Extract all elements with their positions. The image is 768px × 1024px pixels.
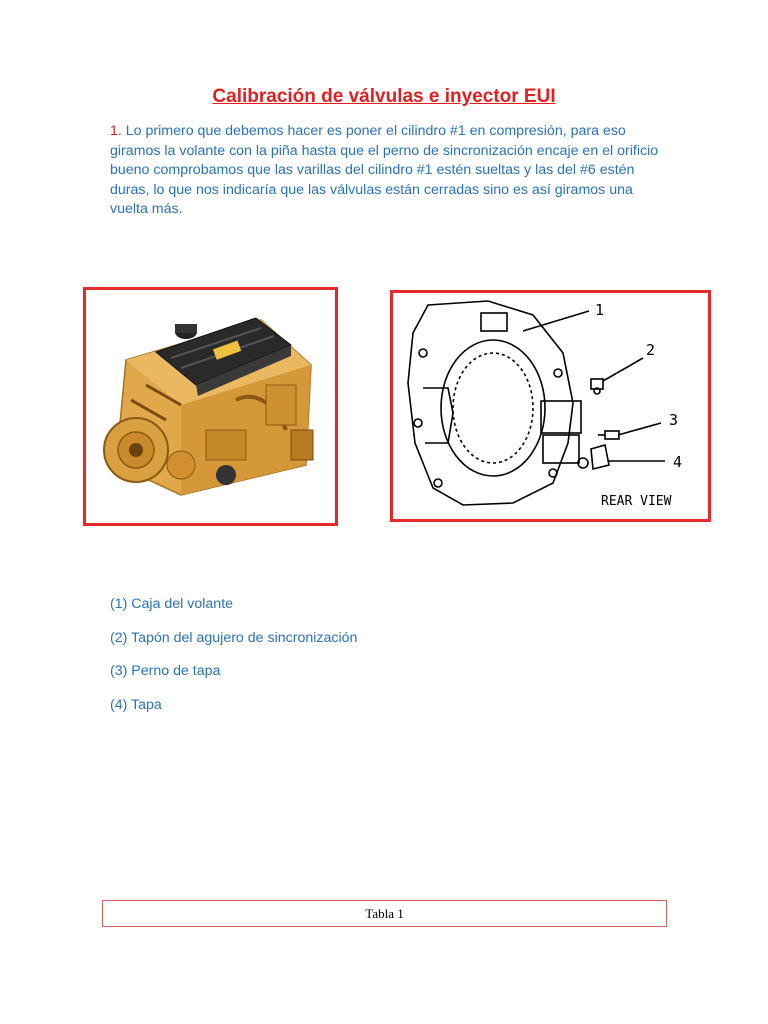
page-title: Calibración de válvulas e inyector EUI — [212, 86, 556, 107]
callout-2: 2 — [646, 341, 656, 359]
flywheel-housing-diagram — [393, 293, 708, 519]
callout-3: 3 — [669, 411, 679, 429]
intro-text: Lo primero que debemos hacer es poner el cilindro #1 en compresión, para eso giramos la volante con la piña hasta que el perno de sincronización encaje en el orificio bueno comprobamos que las varillas del cilindro #1 estén sueltas y las del #6 estén duras, lo que nos indicaría que las válvulas están cerradas sino es así giramos una vuelta más. — [110, 123, 659, 217]
table-caption-box — [102, 900, 667, 927]
engine-photo-frame — [83, 287, 338, 526]
step-number: 1. — [110, 123, 122, 139]
legend-item: (3) Perno de tapa — [110, 663, 221, 679]
table-caption: Tabla 1 — [365, 906, 404, 921]
intro-paragraph — [110, 122, 670, 220]
diagram-caption: REAR VIEW — [601, 494, 672, 509]
legend-item: (4) Tapa — [110, 696, 162, 713]
callout-1: 1 — [595, 301, 605, 319]
parts-legend — [110, 596, 357, 730]
legend-item: (2) Tapón del agujero de sincronización — [110, 629, 358, 646]
legend-item: (1) Caja del volante — [110, 596, 234, 612]
engine-photo — [86, 290, 335, 523]
rear-view-diagram-frame — [390, 290, 711, 522]
callout-4: 4 — [673, 453, 683, 471]
